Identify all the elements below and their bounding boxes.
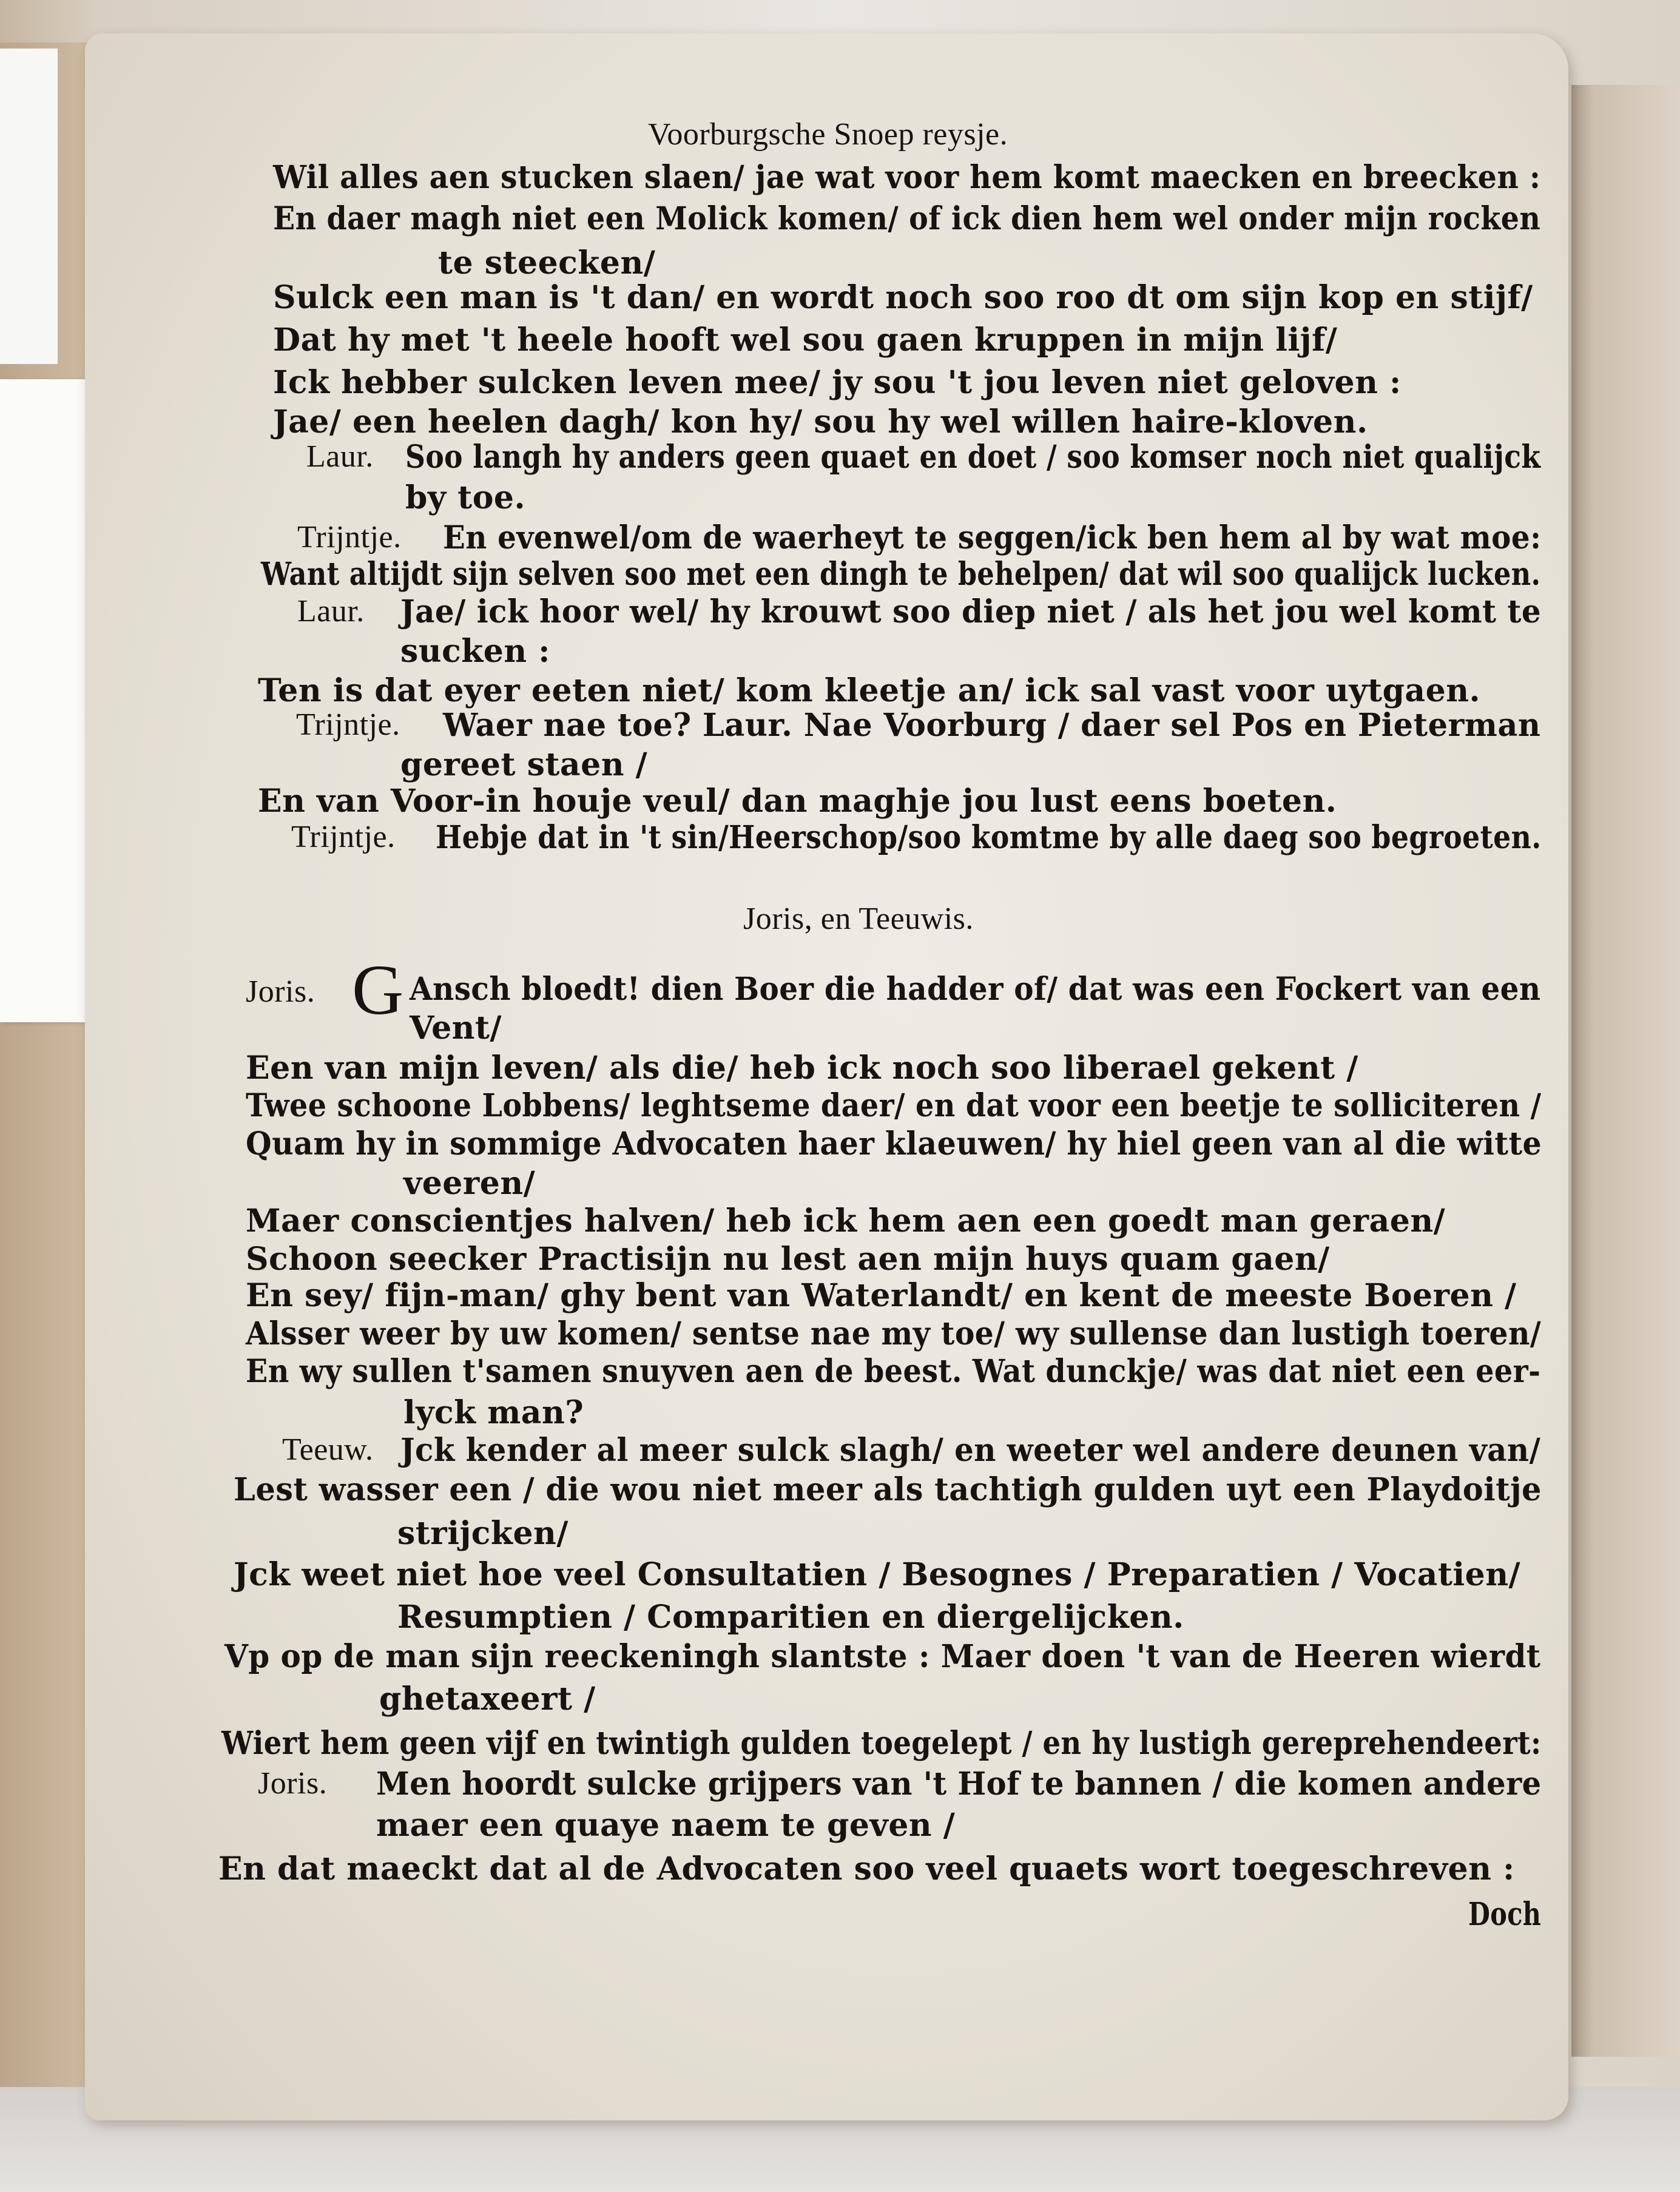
text-line: Ick hebber sulcken leven mee/ jy sou 't jou leven niet geloven : <box>273 364 1402 401</box>
text-line: Hebje dat in 't sin/Heerschop/soo komtme by alle daeg soo begroeten. <box>436 819 1542 856</box>
speaker-label: Trijntje. <box>296 707 400 742</box>
speaker-label: Trijntje. <box>297 520 402 555</box>
left-binding-board <box>0 42 91 2192</box>
text-line: En wy sullen t'samen snuyven aen de beest. Wat dunckje/ was dat niet een eer- <box>246 1353 1541 1390</box>
speaker-label: Teeuw. <box>282 1432 374 1467</box>
text-line: gereet staen / <box>400 746 648 783</box>
text-line: Jck weet niet hoe veel Consultatien / Besognes / Preparatien / Vocatien/ <box>234 1556 1521 1593</box>
text-line: Maer conscientjes halven/ heb ick hem aen een goedt man geraen/ <box>246 1202 1446 1239</box>
text-line: En daer magh niet een Molick komen/ of ick dien hem wel onder mijn rocken <box>273 200 1541 237</box>
text-line: Wiert hem geen vijf en twintigh gulden toegelept / en hy lustigh gereprehendeert: <box>221 1725 1542 1762</box>
text-line: Vent/ <box>410 1010 502 1047</box>
text-line: sucken : <box>400 633 550 670</box>
text-line: Quam hy in sommige Advocaten haer klaeuwen/ hy hiel geen van al die witte <box>246 1125 1542 1162</box>
text-line: Schoon seecker Practisijn nu lest aen mijn huys quam gaen/ <box>246 1241 1330 1278</box>
text-line: En evenwel/om de waerheyt te seggen/ick ben hem al by wat moe: <box>443 519 1542 556</box>
text-line: Dat hy met 't heele hooft wel sou gaen kruppen in mijn lijf/ <box>273 322 1338 359</box>
text-line: strijcken/ <box>397 1515 568 1552</box>
running-header: Voorburgsche Snoep reysje. <box>648 117 1008 152</box>
paper-slip-top <box>0 49 58 364</box>
text-line: Resumptien / Comparitien en diergelijcken. <box>397 1599 1184 1636</box>
text-line: Jae/ een heelen dagh/ kon hy/ sou hy wel willen haire-kloven. <box>273 403 1368 440</box>
text-line: Twee schoone Lobbens/ leghtseme daer/ en dat voor een beetje te solliciteren / <box>246 1087 1542 1124</box>
drop-cap: G <box>352 950 404 1030</box>
text-line: lyck man? <box>403 1394 584 1431</box>
text-line: Alsser weer by uw komen/ sentse nae my toe/ wy sullense dan lustigh toeren/ <box>246 1315 1542 1352</box>
text-line: Wil alles aen stucken slaen/ jae wat voor hem komt maecken en breecken : <box>273 159 1541 196</box>
catchword: Doch <box>1468 1896 1542 1933</box>
speaker-label: Laur. <box>306 439 374 474</box>
text-line: Waer nae toe? Laur. Nae Voorburg / daer sel Pos en Pieterman <box>443 707 1541 744</box>
text-line: Lest wasser een / die wou niet meer als tachtigh gulden uyt een Playdoitje <box>234 1471 1542 1508</box>
right-binding-board <box>1571 85 1680 2057</box>
text-line: Jck kender al meer sulck slagh/ en weeter wel andere deunen van/ <box>400 1432 1541 1469</box>
speaker-label: Laur. <box>297 594 365 629</box>
text-line: by toe. <box>405 479 526 516</box>
text-line: Sulck een man is 't dan/ en wordt noch soo roo dt om sijn kop en stijf/ <box>273 279 1533 316</box>
text-line: Jae/ ick hoor wel/ hy krouwt soo diep niet / als het jou wel komt te <box>400 593 1542 630</box>
text-line: Vp op de man sijn reeckeningh slantste : Maer doen 't van de Heeren wierdt <box>224 1638 1541 1675</box>
text-line: veeren/ <box>403 1165 536 1202</box>
text-line: Een van mijn leven/ als die/ heb ick noch soo liberael gekent / <box>246 1050 1358 1087</box>
text-line: En sey/ fijn-man/ ghy bent van Waterlandt/ en kent de meeste Boeren / <box>246 1277 1517 1314</box>
text-line: Ansch bloedt! dien Boer die hadder of/ dat was een Fockert van een <box>410 971 1541 1008</box>
text-line: te steecken/ <box>438 244 656 282</box>
text-line: En dat maeckt dat al de Advocaten soo veel quaets wort toegeschreven : <box>218 1850 1515 1887</box>
text-line: En van Voor-in houje veul/ dan maghje jou lust eens boeten. <box>258 783 1337 820</box>
text-line: Men hoordt sulcke grijpers van 't Hof te bannen / die komen andere <box>376 1765 1542 1802</box>
text-line: Want altijdt sijn selven soo met een dingh te behelpen/ dat wil soo qualijck lucken. <box>261 556 1541 593</box>
text-line: Ten is dat eyer eeten niet/ kom kleetje an/ ick sal vast voor uytgaen. <box>258 672 1481 709</box>
speaker-label: Trijntje. <box>291 820 396 854</box>
text-line: maer een quaye naem te geven / <box>376 1807 956 1844</box>
text-line: Soo langh hy anders geen quaet en doet / soo komser noch niet qualijck <box>405 439 1541 476</box>
speaker-label: Joris. <box>246 974 315 1009</box>
section-heading: Joris, en Teeuwis. <box>743 902 974 936</box>
text-line: ghetaxeert / <box>379 1681 596 1718</box>
speaker-label: Joris. <box>258 1766 328 1801</box>
